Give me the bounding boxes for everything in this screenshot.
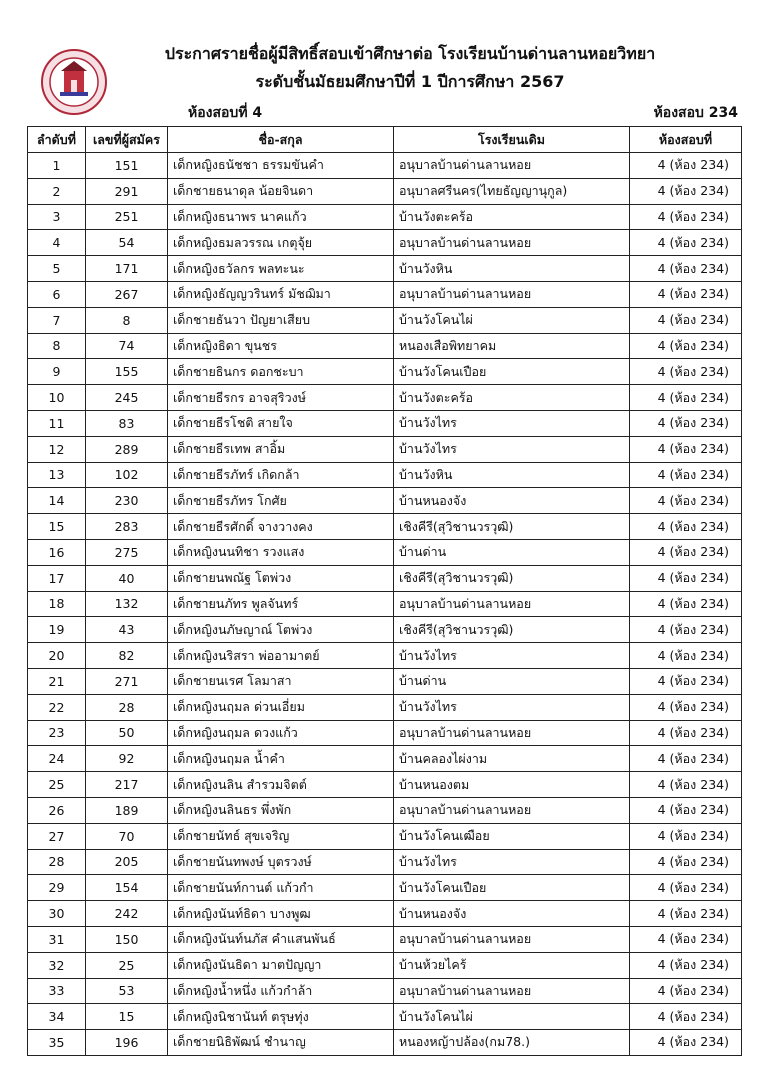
cell-applicant-number: 132 (86, 591, 168, 617)
cell-order: 21 (28, 668, 86, 694)
cell-name: เด็กหญิงนภัษญาณ์ โตพ่วง (168, 617, 394, 643)
cell-exam-room: 4 (ห้อง 234) (630, 746, 742, 772)
cell-applicant-number: 189 (86, 797, 168, 823)
table-row (28, 488, 742, 514)
cell-applicant-number: 28 (86, 694, 168, 720)
cell-applicant-number: 155 (86, 359, 168, 385)
cell-exam-room: 4 (ห้อง 234) (630, 514, 742, 540)
cell-exam-room: 4 (ห้อง 234) (630, 333, 742, 359)
cell-order: 17 (28, 565, 86, 591)
cell-previous-school: บ้านด่าน (394, 668, 630, 694)
cell-previous-school: บ้านวังไทร (394, 849, 630, 875)
cell-exam-room: 4 (ห้อง 234) (630, 668, 742, 694)
cell-order: 8 (28, 333, 86, 359)
cell-applicant-number: 70 (86, 823, 168, 849)
cell-exam-room: 4 (ห้อง 234) (630, 281, 742, 307)
cell-name: เด็กชายนันทพงษ์ บุตรวงษ์ (168, 849, 394, 875)
cell-order: 7 (28, 307, 86, 333)
cell-name: เด็กหญิงธนัชชา ธรรมขันคำ (168, 153, 394, 179)
cell-order: 27 (28, 823, 86, 849)
cell-name: เด็กหญิงนฤมล น้ำคำ (168, 746, 394, 772)
cell-order: 10 (28, 385, 86, 411)
cell-order: 32 (28, 952, 86, 978)
school-logo (40, 48, 108, 116)
cell-name: เด็กชายนิธิพัฒน์ ชำนาญ (168, 1030, 394, 1056)
cell-applicant-number: 53 (86, 978, 168, 1004)
cell-exam-room: 4 (ห้อง 234) (630, 462, 742, 488)
cell-name: เด็กชายธีรโชติ สายใจ (168, 410, 394, 436)
cell-name: เด็กชายนัทธ์ สุขเจริญ (168, 823, 394, 849)
room-number-label: ห้องสอบ 234 (653, 105, 738, 121)
table-row (28, 462, 742, 488)
table-row (28, 849, 742, 875)
cell-name: เด็กชายนพณัฐ โตพ่วง (168, 565, 394, 591)
cell-exam-room: 4 (ห้อง 234) (630, 694, 742, 720)
cell-applicant-number: 74 (86, 333, 168, 359)
cell-previous-school: บ้านวังไทร (394, 643, 630, 669)
cell-applicant-number: 230 (86, 488, 168, 514)
table-row (28, 823, 742, 849)
cell-name: เด็กชายนเรศ โลมาสา (168, 668, 394, 694)
table-row (28, 875, 742, 901)
cell-order: 4 (28, 230, 86, 256)
table-row (28, 178, 742, 204)
cell-previous-school: อนุบาลบ้านด่านลานหอย (394, 797, 630, 823)
cell-exam-room: 4 (ห้อง 234) (630, 359, 742, 385)
cell-exam-room: 4 (ห้อง 234) (630, 720, 742, 746)
cell-exam-room: 4 (ห้อง 234) (630, 978, 742, 1004)
table-row (28, 333, 742, 359)
table-row (28, 1004, 742, 1030)
cell-name: เด็กหญิงนนทิชา รวงแสง (168, 539, 394, 565)
cell-name: เด็กชายนันท์กานต์ แก้วกำ (168, 875, 394, 901)
cell-order: 14 (28, 488, 86, 514)
cell-exam-room: 4 (ห้อง 234) (630, 1004, 742, 1030)
cell-previous-school: อนุบาลบ้านด่านลานหอย (394, 926, 630, 952)
cell-order: 25 (28, 772, 86, 798)
cell-order: 30 (28, 901, 86, 927)
cell-exam-room: 4 (ห้อง 234) (630, 230, 742, 256)
cell-order: 22 (28, 694, 86, 720)
cell-previous-school: บ้านด่าน (394, 539, 630, 565)
cell-exam-room: 4 (ห้อง 234) (630, 204, 742, 230)
cell-applicant-number: 271 (86, 668, 168, 694)
table-row (28, 1030, 742, 1056)
cell-name: เด็กชายธีรกร อาจสุริวงษ์ (168, 385, 394, 411)
cell-previous-school: บ้านวังตะคร้อ (394, 204, 630, 230)
cell-order: 12 (28, 436, 86, 462)
table-row (28, 153, 742, 179)
cell-applicant-number: 289 (86, 436, 168, 462)
cell-name: เด็กชายธีรภัทร โกศัย (168, 488, 394, 514)
cell-previous-school: เชิงคีรี(สุวิชานวรวุฒิ) (394, 617, 630, 643)
cell-previous-school: เชิงคีรี(สุวิชานวรวุฒิ) (394, 514, 630, 540)
table-row (28, 281, 742, 307)
cell-order: 16 (28, 539, 86, 565)
cell-order: 23 (28, 720, 86, 746)
table-row (28, 901, 742, 927)
cell-applicant-number: 83 (86, 410, 168, 436)
cell-exam-room: 4 (ห้อง 234) (630, 410, 742, 436)
cell-previous-school: บ้านหนองจัง (394, 488, 630, 514)
cell-order: 15 (28, 514, 86, 540)
cell-name: เด็กชายธินกร ดอกชะบา (168, 359, 394, 385)
cell-previous-school: เชิงคีรี(สุวิชานวรวุฒิ) (394, 565, 630, 591)
cell-previous-school: บ้านวังไทร (394, 410, 630, 436)
table-row (28, 230, 742, 256)
column-header-order: ลำดับที่ (28, 127, 86, 153)
cell-name: เด็กหญิงธิดา ขุนชร (168, 333, 394, 359)
cell-applicant-number: 196 (86, 1030, 168, 1056)
table-row (28, 436, 742, 462)
cell-previous-school: บ้านคลองไผ่งาม (394, 746, 630, 772)
cell-name: เด็กหญิงนันท์ธิดา บางพูฒ (168, 901, 394, 927)
cell-exam-room: 4 (ห้อง 234) (630, 436, 742, 462)
table-row (28, 952, 742, 978)
table-row (28, 643, 742, 669)
table-row (28, 797, 742, 823)
cell-applicant-number: 40 (86, 565, 168, 591)
cell-exam-room: 4 (ห้อง 234) (630, 617, 742, 643)
cell-applicant-number: 275 (86, 539, 168, 565)
cell-order: 2 (28, 178, 86, 204)
table-row (28, 746, 742, 772)
cell-order: 18 (28, 591, 86, 617)
table-header-row (28, 127, 742, 153)
cell-previous-school: บ้านวังหิน (394, 256, 630, 282)
cell-order: 13 (28, 462, 86, 488)
cell-name: เด็กหญิงธมลวรรณ เกตุจุ้ย (168, 230, 394, 256)
table-row (28, 591, 742, 617)
cell-order: 35 (28, 1030, 86, 1056)
cell-exam-room: 4 (ห้อง 234) (630, 901, 742, 927)
cell-order: 3 (28, 204, 86, 230)
cell-previous-school: บ้านวังหิน (394, 462, 630, 488)
column-header-previous-school: โรงเรียนเดิม (394, 127, 630, 153)
cell-order: 9 (28, 359, 86, 385)
cell-previous-school: อนุบาลบ้านด่านลานหอย (394, 281, 630, 307)
cell-previous-school: อนุบาลบ้านด่านลานหอย (394, 591, 630, 617)
cell-previous-school: บ้านห้วยไคร้ (394, 952, 630, 978)
cell-order: 11 (28, 410, 86, 436)
column-header-applicant-number: เลขที่ผู้สมัคร (86, 127, 168, 153)
cell-name: เด็กหญิงนริสรา พ่ออามาตย์ (168, 643, 394, 669)
cell-applicant-number: 291 (86, 178, 168, 204)
cell-name: เด็กชายธันวา ปัญยาเสียบ (168, 307, 394, 333)
cell-exam-room: 4 (ห้อง 234) (630, 875, 742, 901)
cell-applicant-number: 154 (86, 875, 168, 901)
cell-previous-school: บ้านวังโคนไผ่ (394, 1004, 630, 1030)
table-row (28, 565, 742, 591)
cell-name: เด็กชายธนาดุล น้อยจินดา (168, 178, 394, 204)
cell-applicant-number: 150 (86, 926, 168, 952)
cell-name: เด็กชายนภัทร พูลจันทร์ (168, 591, 394, 617)
table-row (28, 978, 742, 1004)
table-row (28, 694, 742, 720)
table-row (28, 256, 742, 282)
cell-name: เด็กชายธีรเทพ สาอิ้ม (168, 436, 394, 462)
announcement-title: ประกาศรายชื่อผู้มีสิทธิ์สอบเข้าศึกษาต่อ โรงเรียนบ้านด่านลานหอยวิทยา (164, 44, 656, 63)
cell-name: เด็กหญิงนฤมล ด่วนเอี่ยม (168, 694, 394, 720)
cell-applicant-number: 25 (86, 952, 168, 978)
cell-applicant-number: 102 (86, 462, 168, 488)
cell-applicant-number: 15 (86, 1004, 168, 1030)
cell-applicant-number: 171 (86, 256, 168, 282)
cell-applicant-number: 54 (86, 230, 168, 256)
cell-applicant-number: 251 (86, 204, 168, 230)
cell-previous-school: อนุบาลบ้านด่านลานหอย (394, 720, 630, 746)
table-row (28, 772, 742, 798)
cell-previous-school: บ้านวังโคนเปือย (394, 359, 630, 385)
cell-exam-room: 4 (ห้อง 234) (630, 1030, 742, 1056)
cell-exam-room: 4 (ห้อง 234) (630, 823, 742, 849)
table-row (28, 359, 742, 385)
cell-exam-room: 4 (ห้อง 234) (630, 926, 742, 952)
cell-order: 24 (28, 746, 86, 772)
cell-previous-school: บ้านวังไทร (394, 694, 630, 720)
cell-name: เด็กหญิงนิชานันท์ ตรุษทุ่ง (168, 1004, 394, 1030)
cell-order: 1 (28, 153, 86, 179)
cell-exam-room: 4 (ห้อง 234) (630, 385, 742, 411)
cell-previous-school: หนองเสือพิทยาคม (394, 333, 630, 359)
cell-previous-school: อนุบาลบ้านด่านลานหอย (394, 978, 630, 1004)
cell-exam-room: 4 (ห้อง 234) (630, 772, 742, 798)
cell-applicant-number: 205 (86, 849, 168, 875)
cell-previous-school: บ้านหนองจัง (394, 901, 630, 927)
cell-previous-school: บ้านวังโคนเปือย (394, 875, 630, 901)
cell-order: 19 (28, 617, 86, 643)
cell-order: 26 (28, 797, 86, 823)
cell-previous-school: บ้านวังโคนไผ่ (394, 307, 630, 333)
cell-name: เด็กหญิงนลิน สำรวมจิตต์ (168, 772, 394, 798)
candidate-table (27, 126, 742, 1056)
cell-applicant-number: 267 (86, 281, 168, 307)
table-row (28, 720, 742, 746)
announcement-subtitle: ระดับชั้นมัธยมศึกษาปีที่ 1 ปีการศึกษา 2567 (255, 72, 565, 91)
cell-name: เด็กหญิงธัญญวรินทร์ มัชฌิมา (168, 281, 394, 307)
cell-applicant-number: 43 (86, 617, 168, 643)
cell-order: 29 (28, 875, 86, 901)
cell-applicant-number: 283 (86, 514, 168, 540)
cell-order: 6 (28, 281, 86, 307)
cell-exam-room: 4 (ห้อง 234) (630, 307, 742, 333)
cell-exam-room: 4 (ห้อง 234) (630, 153, 742, 179)
cell-name: เด็กหญิงนฤมล ดวงแก้ว (168, 720, 394, 746)
cell-applicant-number: 92 (86, 746, 168, 772)
cell-order: 5 (28, 256, 86, 282)
table-body (28, 153, 742, 1056)
cell-applicant-number: 50 (86, 720, 168, 746)
cell-order: 20 (28, 643, 86, 669)
cell-order: 28 (28, 849, 86, 875)
table-row (28, 668, 742, 694)
cell-name: เด็กหญิงน้ำหนึ่ง แก้วกำล้า (168, 978, 394, 1004)
cell-name: เด็กหญิงนลินธร พึ่งพัก (168, 797, 394, 823)
cell-exam-room: 4 (ห้อง 234) (630, 849, 742, 875)
cell-name: เด็กชายธีรศักดิ์ จางวางคง (168, 514, 394, 540)
cell-exam-room: 4 (ห้อง 234) (630, 539, 742, 565)
table-row (28, 539, 742, 565)
cell-exam-room: 4 (ห้อง 234) (630, 591, 742, 617)
cell-exam-room: 4 (ห้อง 234) (630, 488, 742, 514)
exam-room-label: ห้องสอบที่ 4 (188, 105, 263, 121)
cell-previous-school: หนองหญ้าปล้อง(กม78.) (394, 1030, 630, 1056)
table-row (28, 617, 742, 643)
cell-previous-school: บ้านหนองตม (394, 772, 630, 798)
cell-exam-room: 4 (ห้อง 234) (630, 256, 742, 282)
cell-previous-school: อนุบาลบ้านด่านลานหอย (394, 153, 630, 179)
cell-previous-school: บ้านวังโคนเฒือย (394, 823, 630, 849)
cell-applicant-number: 8 (86, 307, 168, 333)
table-row (28, 307, 742, 333)
column-header-name: ชื่อ-สกุล (168, 127, 394, 153)
column-header-exam-room: ห้องสอบที่ (630, 127, 742, 153)
cell-order: 34 (28, 1004, 86, 1030)
cell-previous-school: อนุบาลบ้านด่านลานหอย (394, 230, 630, 256)
cell-exam-room: 4 (ห้อง 234) (630, 565, 742, 591)
table-row (28, 385, 742, 411)
table-row (28, 410, 742, 436)
cell-name: เด็กหญิงธนาพร นาคแก้ว (168, 204, 394, 230)
table-row (28, 204, 742, 230)
cell-applicant-number: 151 (86, 153, 168, 179)
table-row (28, 926, 742, 952)
cell-applicant-number: 82 (86, 643, 168, 669)
cell-applicant-number: 245 (86, 385, 168, 411)
table-row (28, 514, 742, 540)
cell-applicant-number: 242 (86, 901, 168, 927)
cell-previous-school: อนุบาลศรีนคร(ไทยธัญญานุกูล) (394, 178, 630, 204)
cell-exam-room: 4 (ห้อง 234) (630, 178, 742, 204)
cell-exam-room: 4 (ห้อง 234) (630, 643, 742, 669)
cell-exam-room: 4 (ห้อง 234) (630, 797, 742, 823)
cell-name: เด็กหญิงนันธิดา มาตปัญญา (168, 952, 394, 978)
cell-previous-school: บ้านวังไทร (394, 436, 630, 462)
cell-name: เด็กหญิงธวัลกร พลทะนะ (168, 256, 394, 282)
cell-order: 31 (28, 926, 86, 952)
cell-order: 33 (28, 978, 86, 1004)
cell-applicant-number: 217 (86, 772, 168, 798)
cell-name: เด็กชายธีรภัทร์ เกิดกล้า (168, 462, 394, 488)
cell-name: เด็กหญิงนันท์นภัส คำแสนพันธ์ (168, 926, 394, 952)
cell-previous-school: บ้านวังตะคร้อ (394, 385, 630, 411)
cell-exam-room: 4 (ห้อง 234) (630, 952, 742, 978)
